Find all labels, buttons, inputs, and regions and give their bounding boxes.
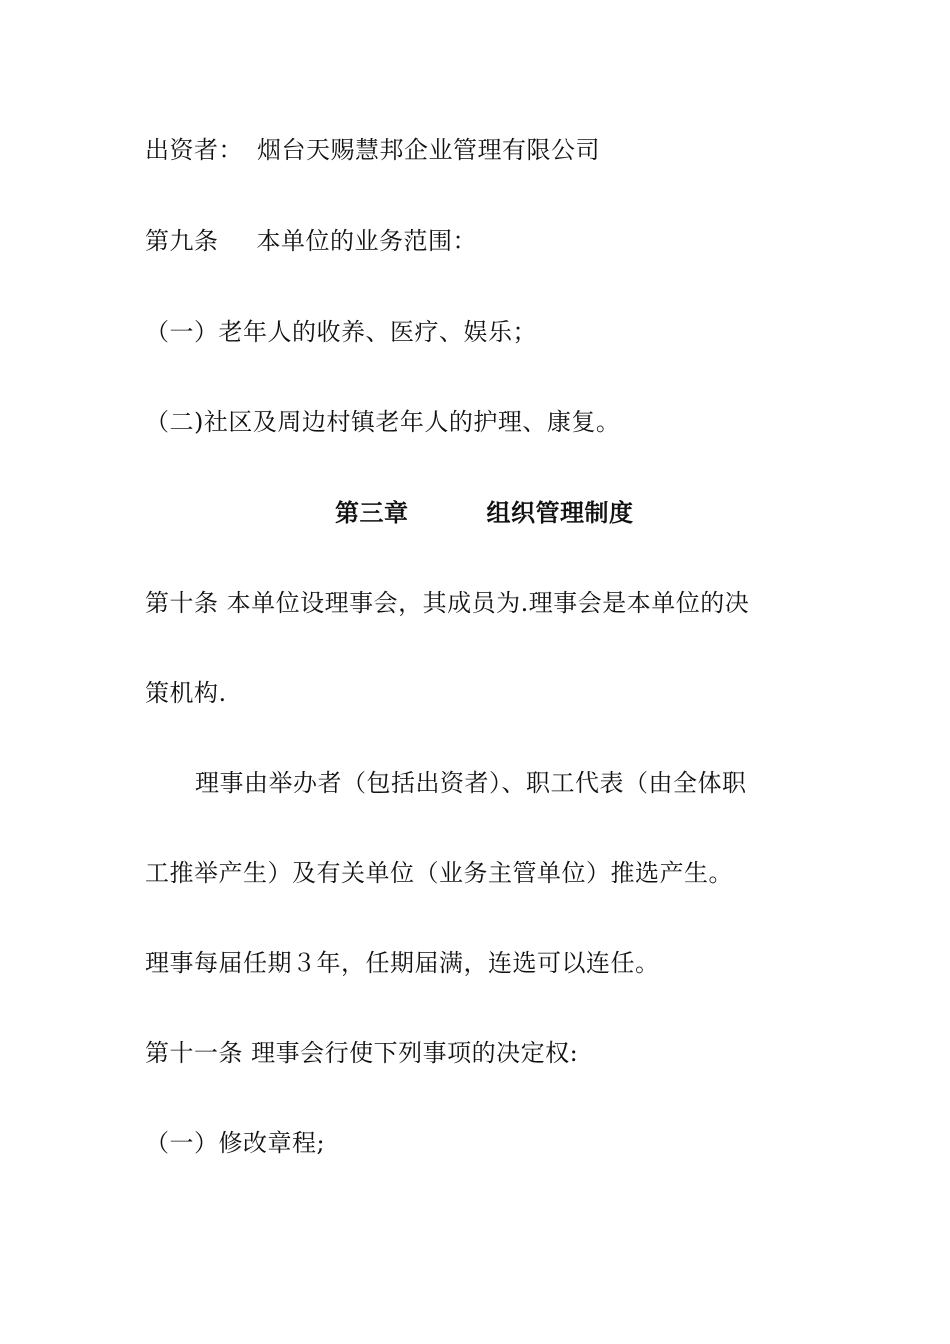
article-10-para-3: 理事每届任期３年，任期届满，连选可以连任。 <box>145 949 660 977</box>
article-9-item-1: （一）老年人的收养、医疗、娱乐； <box>145 318 537 346</box>
article-9-item-2: （二)社区及周边村镇老年人的护理、康复。 <box>145 408 621 436</box>
chapter-heading <box>335 498 634 528</box>
investor-label: 出资者： <box>145 136 243 164</box>
article-10-para-2-line-2: 工推举产生）及有关单位（业务主管单位）推选产生。 <box>145 859 733 887</box>
investor-line <box>145 135 600 165</box>
article-9-label: 第九条 <box>145 227 219 255</box>
article-11-item-1: （一）修改章程; <box>145 1129 326 1157</box>
article-10-para-2-line-1: 理事由举办者（包括出资者）、职工代表（由全体职 <box>195 769 747 797</box>
article-9-text: 本单位的业务范围： <box>256 227 477 255</box>
article-9-line <box>145 226 477 256</box>
chapter-label: 第三章 <box>335 498 409 527</box>
article-10-line-2: 策机构. <box>145 679 227 707</box>
chapter-title: 组织管理制度 <box>486 498 634 527</box>
article-11-line: 第十一条 理事会行使下列事项的决定权: <box>145 1039 579 1067</box>
investor-name: 烟台天赐慧邦企业管理有限公司 <box>257 136 600 164</box>
article-10-line-1: 第十条 本单位设理事会，其成员为.理事会是本单位的决 <box>145 589 750 617</box>
